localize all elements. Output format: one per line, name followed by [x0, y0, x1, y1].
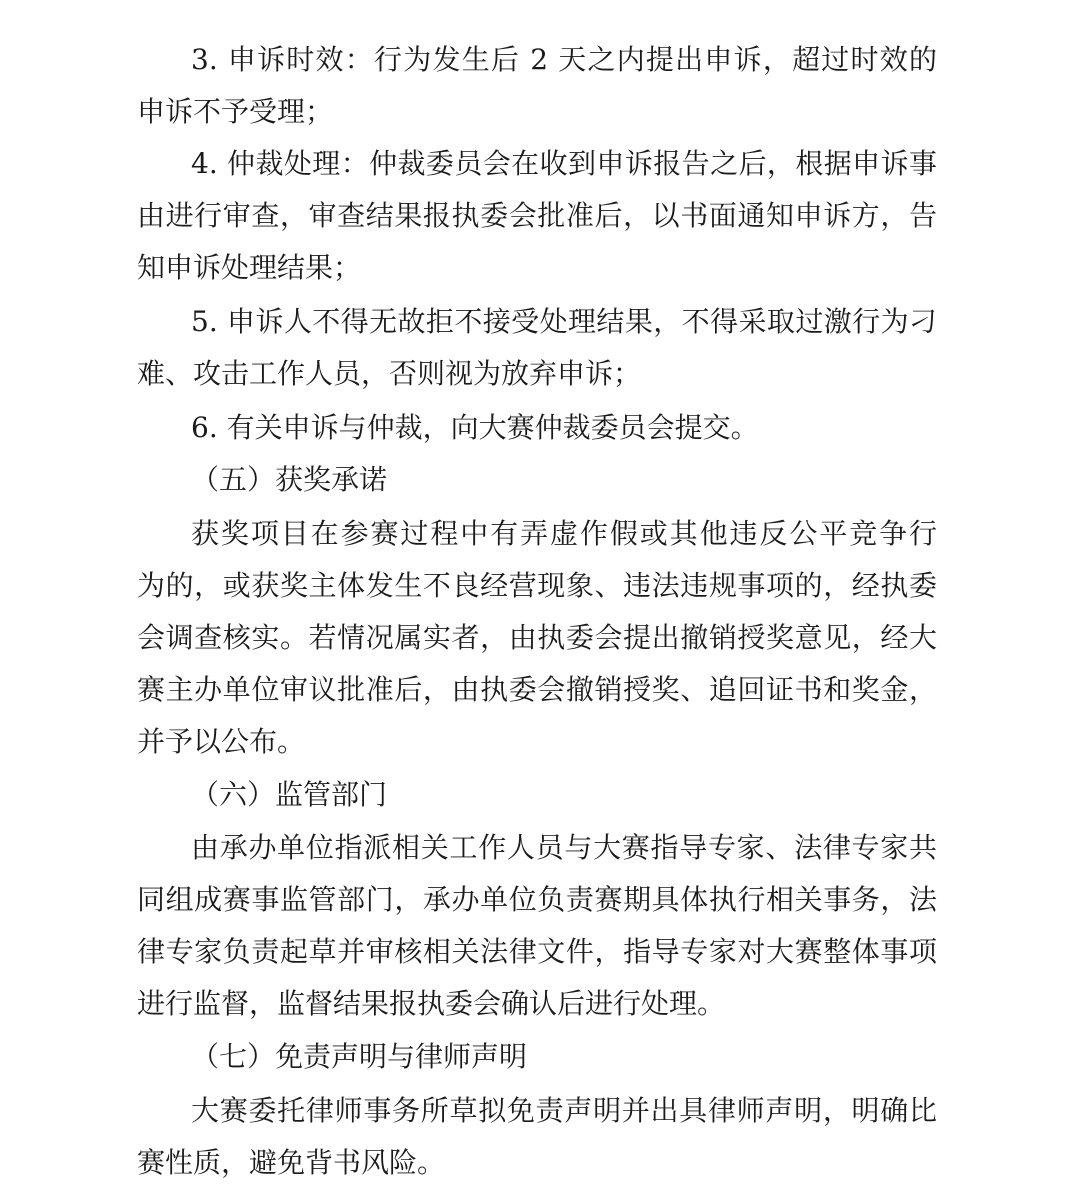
paragraph-line: 大赛委托律师事务所草拟免责声明并出具律师声明，明确比 — [191, 1094, 937, 1127]
paragraph-line: 5. 申诉人不得无故拒不接受处理结果，不得采取过激行为刁 — [191, 305, 937, 338]
paragraph-line: 获奖项目在参赛过程中有弄虚作假或其他违反公平竞争行 — [191, 517, 937, 550]
section-heading: （六）监管部门 — [191, 778, 388, 811]
paragraph-line: 3. 申诉时效：行为发生后 2 天之内提出申诉，超过时效的 — [191, 43, 937, 76]
paragraph-line: 难、攻击工作人员，否则视为放弃申诉； — [137, 357, 642, 390]
paragraph-line: 知申诉处理结果； — [137, 251, 362, 284]
section-heading: （五）获奖承诺 — [191, 463, 388, 496]
paragraph-line: 申诉不予受理； — [137, 95, 334, 128]
paragraph-line: 进行监督，监督结果报执委会确认后进行处理。 — [137, 987, 726, 1020]
paragraph-line: 并予以公布。 — [137, 725, 306, 758]
paragraph-line: 由承办单位指派相关工作人员与大赛指导专家、法律专家共 — [191, 831, 937, 864]
section-heading: （七）免责声明与律师声明 — [191, 1040, 528, 1073]
paragraph-line: 同组成赛事监管部门，承办单位负责赛期具体执行相关事务，法 — [137, 883, 937, 916]
paragraph-line: 由进行审查，审查结果报执委会批准后，以书面通知申诉方，告 — [137, 199, 937, 232]
paragraph-line: 律专家负责起草并审核相关法律文件，指导专家对大赛整体事项 — [137, 935, 937, 968]
paragraph-line: 4. 仲裁处理：仲裁委员会在收到申诉报告之后，根据申诉事 — [191, 147, 937, 180]
paragraph-line: 为的，或获奖主体发生不良经营现象、违法违规事项的，经执委 — [137, 569, 937, 602]
paragraph-line: 6. 有关申诉与仲裁，向大赛仲裁委员会提交。 — [191, 411, 759, 444]
paragraph-line: 赛主办单位审议批准后，由执委会撤销授奖、追回证书和奖金， — [137, 673, 937, 706]
paragraph-line: 赛性质，避免背书风险。 — [137, 1146, 446, 1179]
paragraph-line: 会调查核实。若情况属实者，由执委会提出撤销授奖意见，经大 — [137, 621, 937, 654]
